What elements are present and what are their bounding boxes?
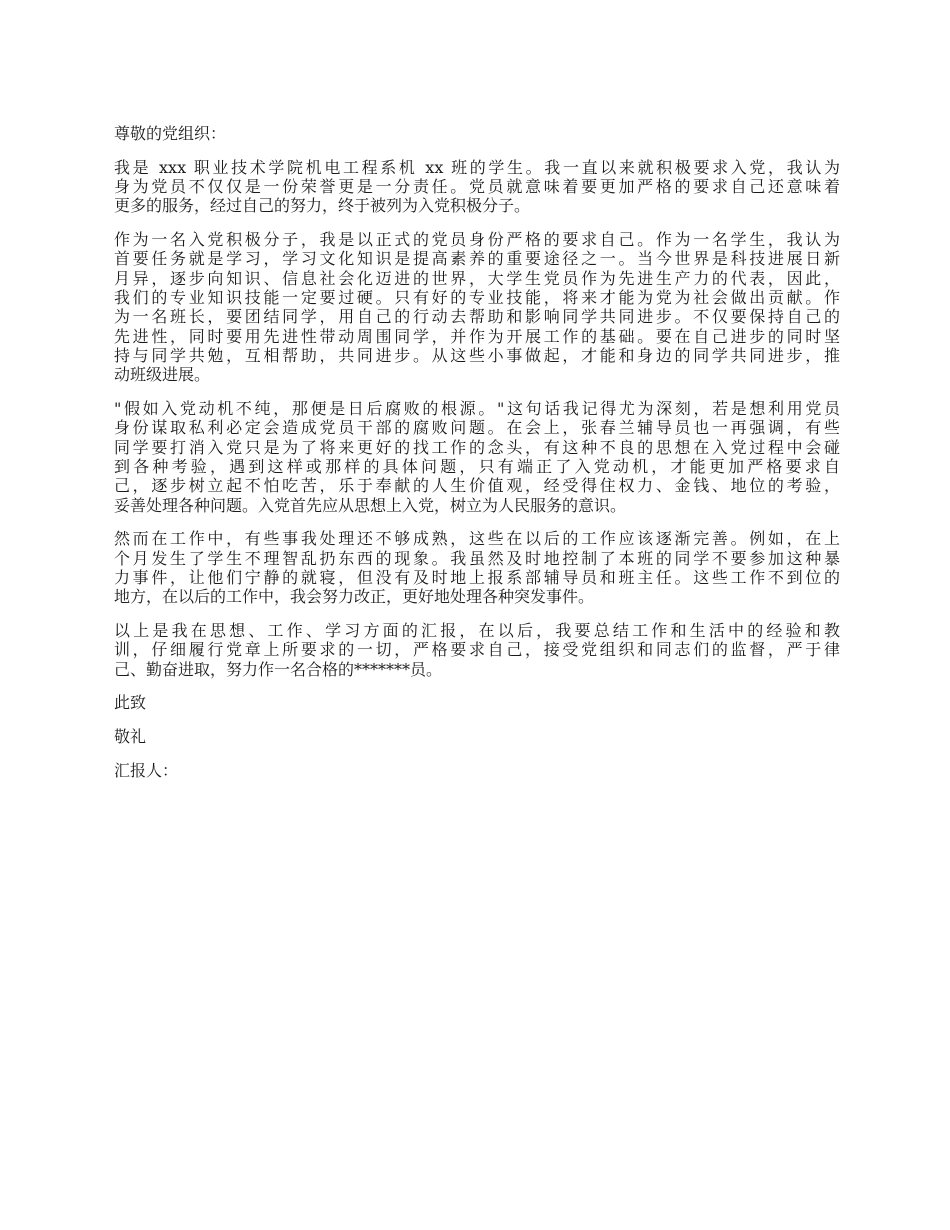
- paragraph-line: 月异，逐步向知识、信息社会化迈进的世界，大学生党员作为先进生产力的代表，因此，: [114, 268, 840, 288]
- paragraph-line: 我是 xxx 职业技术学院机电工程系机 xx 班的学生。我一直以来就积极要求入党，我认为: [114, 157, 840, 177]
- paragraph-line: 动班级进展。: [114, 365, 211, 385]
- paragraph-line: 到各种考验，遇到这样或那样的具体问题，只有端正了入党动机，才能更加严格要求自: [114, 456, 840, 476]
- letter-document: [114, 124, 840, 795]
- paragraph-line: 然而在工作中，有些事我处理还不够成熟，这些在以后的工作应该逐渐完善。例如，在上: [114, 529, 840, 549]
- paragraph-line: 身份谋取私利必定会造成党员干部的腐败问题。在会上，张春兰辅导员也一再强调，有些: [114, 418, 840, 438]
- paragraph-line: 己、勤奋进取，努力作一名合格的*******员。: [114, 659, 443, 679]
- paragraph-line: 首要任务就是学习，学习文化知识是提高素养的重要途径之一。当今世界是科技进展日新: [114, 249, 840, 269]
- paragraph-line: 以上是我在思想、工作、学习方面的汇报，在以后，我要总结工作和生活中的经验和教: [114, 621, 840, 641]
- paragraph-line: 训，仔细履行党章上所要求的一切，严格要求自己，接受党组织和同志们的监督，严于律: [114, 640, 840, 660]
- paragraph-line: 妥善处理各种问题。入党首先应从思想上入党，树立为人民服务的意识。: [114, 495, 627, 515]
- paragraph-2: [114, 230, 840, 384]
- paragraph-line: 作为一名入党积极分子，我是以正式的党员身份严格的要求自己。作为一名学生，我认为: [114, 230, 840, 250]
- closing-line-1: 此致: [114, 693, 147, 713]
- paragraph-line: 为一名班长，要团结同学，用自己的行动去帮助和影响同学共同进步。不仅要保持自己的: [114, 307, 840, 327]
- paragraph-line: 个月发生了学生不理智乱扔东西的现象。我虽然及时地控制了本班的同学不要参加这种暴: [114, 548, 840, 568]
- salutation: 尊敬的党组织：: [114, 124, 227, 143]
- paragraph-line: 先进性，同时要用先进性带动周围同学，并作为开展工作的基础。要在自己进步的同时坚: [114, 326, 840, 346]
- paragraph-line: 更多的服务，经过自己的努力，终于被列为入党积极分子。: [114, 196, 531, 216]
- paragraph-line: 力事件，让他们宁静的就寝，但没有及时地上报系部辅导员和班主任。这些工作不到位的: [114, 567, 840, 587]
- paragraph-4: [114, 529, 840, 606]
- paragraph-line: 同学要打消入党只是为了将来更好的找工作的念头，有这种不良的思想在入党过程中会碰: [114, 437, 840, 457]
- paragraph-5: [114, 621, 840, 679]
- paragraph-line: "假如入党动机不纯，那便是日后腐败的根源。"这句话我记得尤为深刻，若是想利用党员: [114, 399, 840, 419]
- paragraph-line: 我们的专业知识技能一定要过硬。只有好的专业技能，将来才能为党为社会做出贡献。作: [114, 288, 840, 308]
- paragraph-line: 地方，在以后的工作中，我会努力改正，更好地处理各种突发事件。: [114, 587, 595, 607]
- closing-line-2: 敬礼: [114, 727, 147, 747]
- paragraph-line: 己，逐步树立起不怕吃苦，乐于奉献的人生价值观，经受得住权力、金钱、地位的考验，: [114, 476, 840, 496]
- paragraph-3: [114, 399, 840, 515]
- paragraph-1: [114, 158, 840, 216]
- paragraph-line: 持与同学共勉，互相帮助，共同进步。从这些小事做起，才能和身边的同学共同进步，推: [114, 345, 840, 365]
- paragraph-line: 身为党员不仅仅是一份荣誉更是一分责任。党员就意味着要更加严格的要求自己还意味着: [114, 177, 840, 197]
- signature-label: 汇报人：: [114, 761, 179, 781]
